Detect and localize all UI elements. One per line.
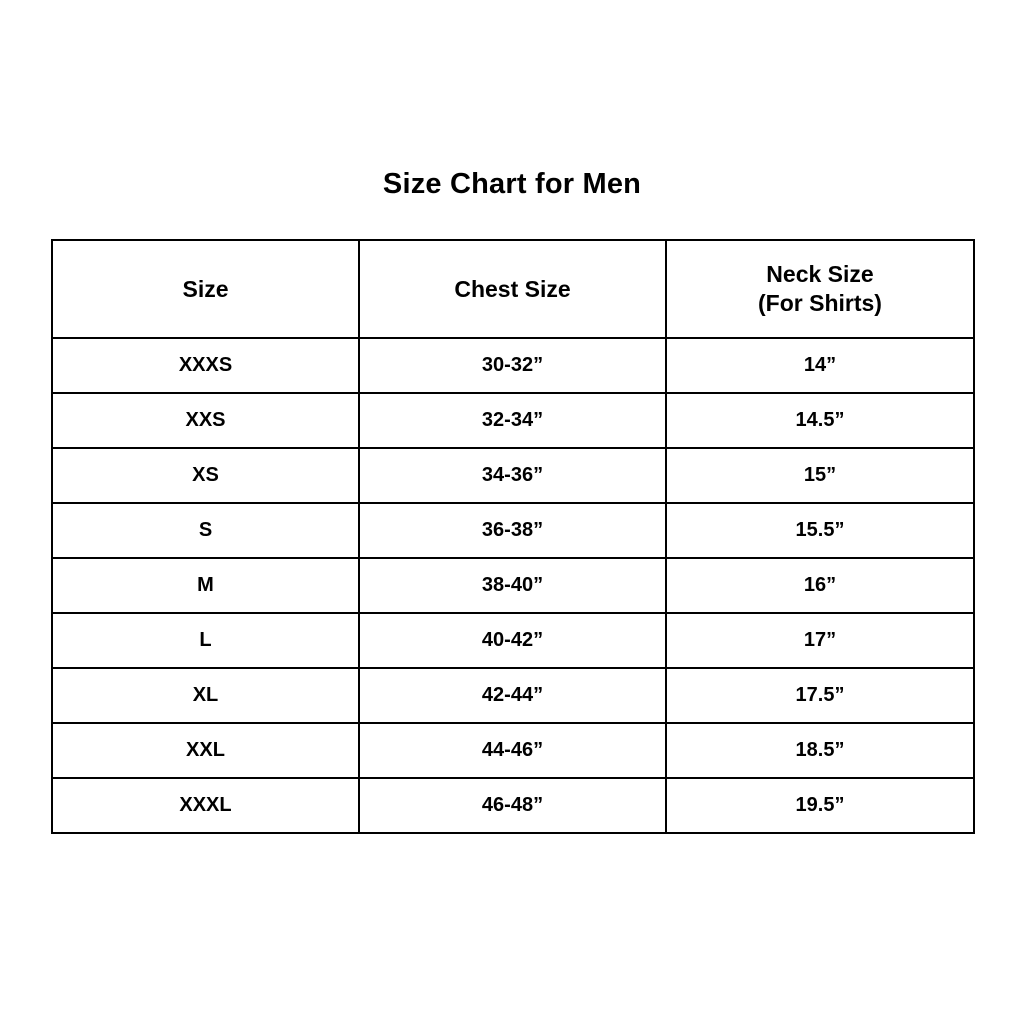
table-header bbox=[52, 240, 974, 338]
cell-chest: 30-32” bbox=[359, 338, 666, 393]
cell-size: XXL bbox=[52, 723, 359, 778]
column-header-size-label: Size bbox=[182, 275, 229, 302]
column-header-neck-sublabel: (For Shirts) bbox=[758, 290, 882, 316]
cell-size: XL bbox=[52, 668, 359, 723]
column-header-chest bbox=[359, 240, 666, 338]
cell-neck: 14” bbox=[666, 338, 974, 393]
table-row bbox=[52, 393, 974, 448]
table-row bbox=[52, 613, 974, 668]
table-row bbox=[52, 503, 974, 558]
table-row bbox=[52, 338, 974, 393]
cell-chest: 40-42” bbox=[359, 613, 666, 668]
cell-neck: 17.5” bbox=[666, 668, 974, 723]
cell-neck: 15” bbox=[666, 448, 974, 503]
column-header-neck-label: Neck Size bbox=[766, 261, 874, 288]
cell-neck: 17” bbox=[666, 613, 974, 668]
cell-size: XXS bbox=[52, 393, 359, 448]
table-row bbox=[52, 668, 974, 723]
table-header-row bbox=[52, 240, 974, 338]
cell-chest: 34-36” bbox=[359, 448, 666, 503]
cell-neck: 16” bbox=[666, 558, 974, 613]
size-chart-table bbox=[51, 239, 975, 834]
cell-size: S bbox=[52, 503, 359, 558]
size-chart-table-container bbox=[51, 239, 973, 834]
column-header-neck bbox=[666, 240, 974, 338]
cell-chest: 42-44” bbox=[359, 668, 666, 723]
cell-chest: 44-46” bbox=[359, 723, 666, 778]
cell-neck: 18.5” bbox=[666, 723, 974, 778]
table-row bbox=[52, 778, 974, 833]
cell-chest: 36-38” bbox=[359, 503, 666, 558]
table-row bbox=[52, 723, 974, 778]
cell-neck: 14.5” bbox=[666, 393, 974, 448]
cell-neck: 15.5” bbox=[666, 503, 974, 558]
cell-size: M bbox=[52, 558, 359, 613]
cell-size: XS bbox=[52, 448, 359, 503]
cell-size: L bbox=[52, 613, 359, 668]
table-row bbox=[52, 558, 974, 613]
cell-chest: 46-48” bbox=[359, 778, 666, 833]
cell-size: XXXS bbox=[52, 338, 359, 393]
cell-chest: 38-40” bbox=[359, 558, 666, 613]
column-header-chest-label: Chest Size bbox=[454, 275, 571, 302]
page-title: Size Chart for Men bbox=[382, 168, 642, 200]
table-row bbox=[52, 448, 974, 503]
cell-neck: 19.5” bbox=[666, 778, 974, 833]
cell-size: XXXL bbox=[52, 778, 359, 833]
column-header-size bbox=[52, 240, 359, 338]
cell-chest: 32-34” bbox=[359, 393, 666, 448]
table-body bbox=[52, 338, 974, 833]
